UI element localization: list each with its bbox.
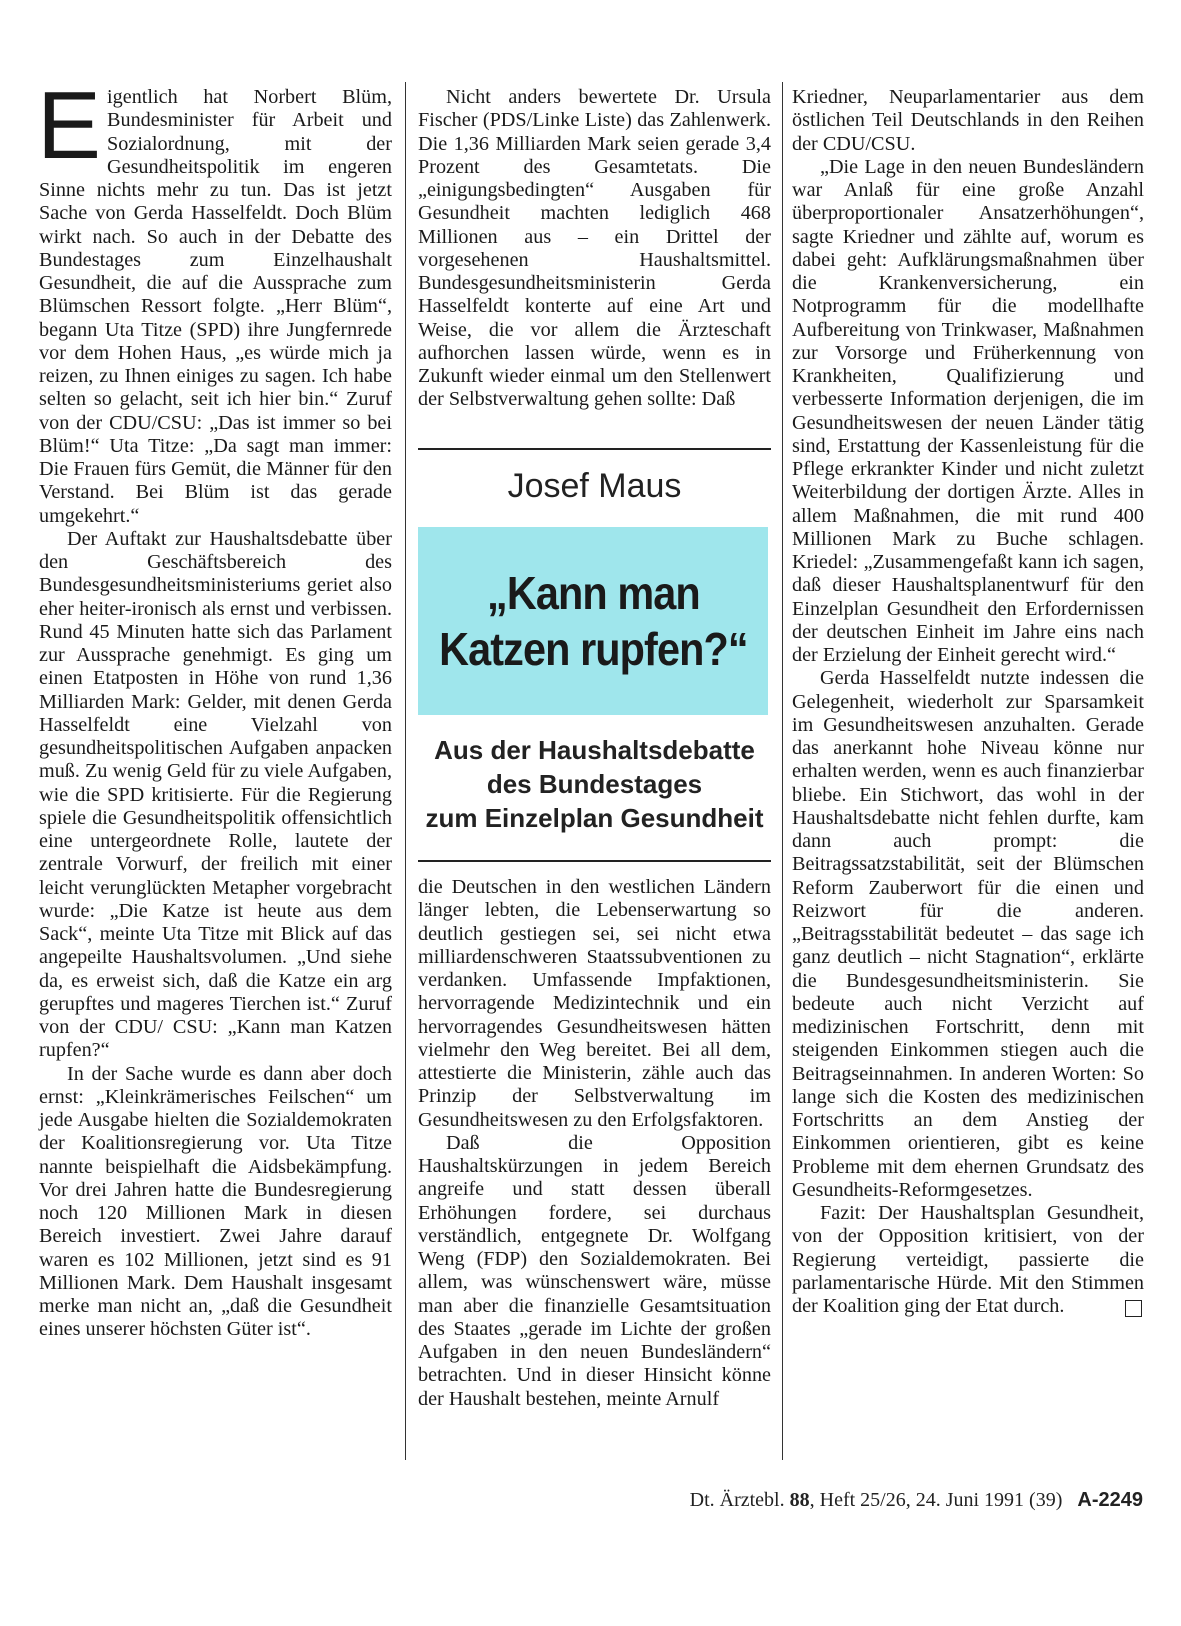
paragraph-1 xyxy=(37,72,392,528)
end-of-article-square-icon xyxy=(1125,1300,1142,1317)
paragraph-4: Nicht anders bewertete Dr. Ursula Fischer (PDS/Linke Liste) das Zahlenwerk. Die 1,36 Milliarden Mark seien gerade 3,4 Prozent des Gesamtetats. Die „einigungsbedingten“ Ausgaben für Gesundheit machten lediglich 468 Millionen aus – ein Drittel der vorgesehenen Haushaltsmittel. Bundesgesundheitsministerin Gerda Hasselfeldt konterte auf eine Art und Weise, die vor allem die Ärzteschaft aufhorchen lassen würde, wenn es in Zukunft wieder einmal um den Stellenwert der Selbstverwaltung gehen sollte: Daß xyxy=(418,86,771,411)
headline-line-1: „Kann man xyxy=(486,567,700,619)
footer-issue: , Heft 25/26, 24. Juni 1991 (39) xyxy=(809,1489,1063,1511)
headline-box xyxy=(418,527,768,715)
paragraph-2: Der Auftakt zur Haushaltsdebatte über den Geschäftsbereich des Bundesgesundheitsministeriums geriet also eher heiter-ironisch als ernst und verbissen. Rund 45 Minuten hatte sich das Parlament zur Aussprache genehmigt. Es ging um einen Etatposten in Höhe von rund 1,36 Milliarden Mark: Gelder, mit denen Gerda Hasselfeldt eine Vielzahl von gesundheitspolitischen Aufgaben anpacken muß. Zu wenig Geld für zu viele Aufgaben, wie die SPD kritisierte. Für die Regierung spiele die Gesundheitspolitik offensichtlich eine untergeordnete Rolle, lautete der zentrale Vorwurf, der freilich mit einer leicht verunglückten Metapher vorgebracht wurde: „Die Katze ist heute aus dem Sack“, meinte Uta Titze mit Blick auf das angepeilte Haushaltsvolumen. „Und siehe da, es erweist sich, daß die Katze ein arg gerupftes und mageres Tierchen ist.“ Zuruf von der CDU/ CSU: „Kann man Katzen rupfen?“ xyxy=(39,527,392,1062)
paragraph-6: Daß die Opposition Haushaltskürzungen in jedem Bereich angreife und statt dessen überall Erhöhungen fordere, sei durchaus verständlich, entgegnete Dr. Wolfgang Weng (FDP) den Sozialdemokraten. Bei allem, was wünschenswert wäre, müsse man aber die finanzielle Gesamtsituation des Staates „gerade im Lichte der großen Aufgaben in den neuen Bundesländern“ betrachten. Und in dieser Hinsicht könne der Haushalt bestehen, meinte Arnulf xyxy=(418,1131,771,1410)
footer-volume: 88 xyxy=(789,1489,810,1511)
paragraph-10-text: Fazit: Der Haushaltsplan Gesundheit, von der Opposition kritisiert, von der Regierung verteidigt, passierte die parlamentarische Hürde. Mit den Stimmen der Koalition ging der Etat durch. xyxy=(792,1202,1144,1317)
drop-cap: E xyxy=(37,72,102,179)
subheadline-line-1: Aus der Haushaltsdebatte xyxy=(434,735,755,765)
article-column-1 xyxy=(37,72,392,1342)
paragraph-5: die Deutschen in den westlichen Ländern länger lebten, die Lebenserwartung so deutlich gestiegen sei, sei nicht etwa milliardenschweren Staatssubventionen zu verdanken. Umfassende Impfaktionen, hervorragende Medizintechnik und ein hervorragendes Gesundheitswesen hätten vielmehr den Weg bereitet. Bei all dem, attestierte die Ministerin, zähle auch das Prinzip der Selbstverwaltung im Gesundheitswesen zu den Erfolgsfaktoren. xyxy=(418,876,771,1131)
article-column-3 xyxy=(792,86,1144,1318)
footer-journal: Dt. Ärztebl. xyxy=(689,1489,785,1511)
author-name: Josef Maus xyxy=(507,467,682,505)
page-footer xyxy=(690,1488,1143,1512)
paragraph-9: Gerda Hasselfeldt nutzte indessen die Gelegenheit, wiederholt zur Sparsamkeit im Gesundheitswesen anzuhalten. Gerade das anerkannt hohe Niveau könne nur erhalten werden, wenn es auch finanzierbar bliebe. Ein Stichwort, das wohl in der Haushaltsdebatte nicht fehlen durfte, kam dann auch prompt: die Beitragssatzstabilität, seit der Blümschen Reform Zauberwort für die einen und Reizwort für die anderen. „Beitragsstabilität bedeutet – das sage ich ganz deutlich – nicht Stagnation“, erklärte die Bundesgesundheitsministerin. Sie bedeute auch nicht Verzicht auf medizinischen Fortschritt, denn mit steigenden Einkommen stiegen auch die Beitragseinnahmen. In anderen Worten: So lange sich die Kosten des medizinischen Fortschritts an dem Anstieg der Einkommen orientieren, gibt es keine Probleme mit dem ehernen Grundsatz des Gesundheits-Reformgesetzes. xyxy=(792,667,1144,1201)
box-top-rule xyxy=(418,448,771,450)
headline xyxy=(439,565,748,677)
article-column-2-top xyxy=(418,86,771,412)
article-column-2-bottom xyxy=(418,876,771,1411)
subheadline xyxy=(418,733,771,835)
paragraph-1-text: igentlich hat Norbert Blüm, Bundesminister für Arbeit und Sozialordnung, mit der Gesundheitspolitik im engeren Sinne nichts mehr zu tun. Das ist jetzt Sache von Gerda Hasselfeldt. Doch Blüm wirkt nach. So auch in der Debatte des Bundestages zum Einzelhaushalt Gesundheit, die auf die Aussprache zum Blümschen Ressort folgte. „Herr Blüm“, begann Uta Titze (SPD) ihre Jungfernrede vor dem Hohen Haus, „es würde mich ja reizen, zu Ihnen einiges zu sagen. Ich habe selten so gelacht, seit ich hier bin.“ Zuruf von der CDU/CSU: „Das ist immer so bei Blüm!“ Uta Titze: „Da sagt man immer: Die Frauen fürs Gemüt, die Männer für den Verstand. Bei Blüm ist das gerade umgekehrt.“ xyxy=(39,86,392,527)
paragraph-10 xyxy=(792,1202,1144,1318)
paragraph-8: „Die Lage in den neuen Bundesländern war Anlaß für eine große Anzahl überproportionaler Ansatzerhöhungen“, sagte Kriedner und zählte auf, worum es dabei geht: Aufklärungsmaßnahmen über die Krankenversicherung, ein Notprogramm für die modellhafte Aufbereitung von Trinkwaser, Maßnahmen zur Vorsorge und Früherkennung von Krankheiten, Qualifizierung und verbesserte Information derjenigen, die im Gesundheitswesen der neuen Länder tätig sind, Erstattung der Kassenleistung für die Pflege erkrankter Kinder und nicht zuletzt Weiterbildung der dortigen Ärzte. Alles in allem Maßnahmen, die mit rund 400 Millionen Mark zu Buche schlagen. Kriedel: „Zusammengefaßt kann ich sagen, daß dieser Haushaltsplanentwurf für den Einzelplan Gesundheit den Erfordernissen der deutschen Einheit im Jahre eins nach der Erzielung der Einheit gerecht wird.“ xyxy=(792,155,1144,666)
column-divider-left xyxy=(405,82,406,1460)
headline-line-2: Katzen rupfen?“ xyxy=(438,623,748,675)
page-number: A-2249 xyxy=(1077,1489,1143,1511)
subheadline-line-3: zum Einzelplan Gesundheit xyxy=(425,803,764,833)
paragraph-7: Kriedner, Neuparlamentarier aus dem östlichen Teil Deutschlands in den Reihen der CDU/CSU. xyxy=(792,86,1144,155)
subheadline-line-2: des Bundestages xyxy=(486,769,703,799)
box-bottom-rule xyxy=(418,860,771,862)
column-divider-right xyxy=(782,82,783,1460)
paragraph-3: In der Sache wurde es dann aber doch ernst: „Kleinkrämerisches Feilschen“ um jede Ausgabe hielten die Sozialdemokraten der Koalitionsregierung vor. Uta Titze nannte beispielhaft die Aidsbekämpfung. Vor drei Jahren hatte die Bundesregierung noch 120 Millionen Mark in diesen Bereich investiert. Zwei Jahre darauf waren es 102 Millionen, jetzt sind es 91 Millionen Mark. Dem Haushalt insgesamt merke man nicht an, „daß die Gesundheit eines unserer höchsten Güter ist“. xyxy=(39,1062,392,1341)
